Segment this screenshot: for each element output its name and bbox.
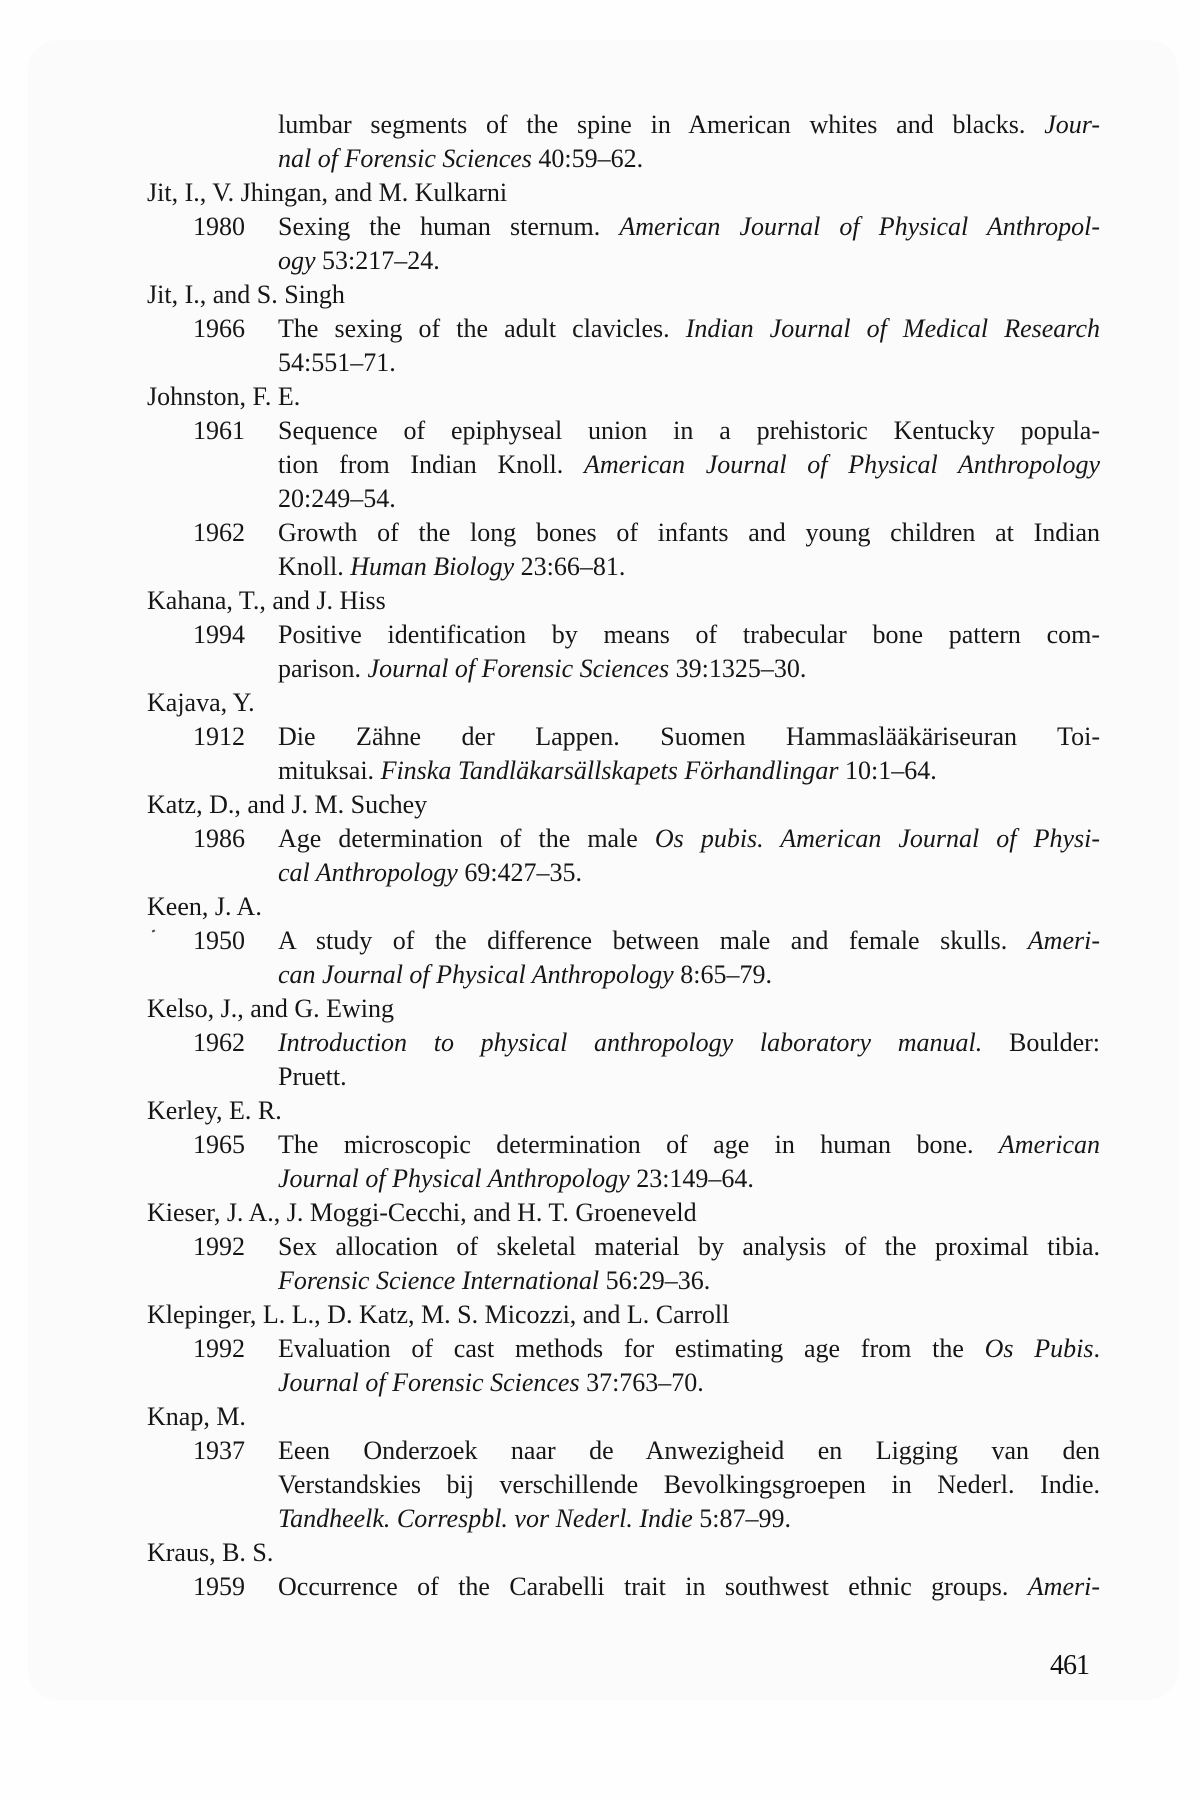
reference-roman-text: Sex allocation of skeletal material by analysis of the proximal tibia. [278, 1232, 1100, 1261]
reference-italic-text: cal Anthropology [278, 858, 458, 887]
reference-italic-text: American Journal of Physical Anthropology [583, 450, 1100, 479]
reference-text [278, 346, 1100, 380]
reference-roman-text: 5:87–99. [692, 1504, 791, 1533]
reference-continuation-line [0, 652, 1200, 686]
reference-roman-text: Die Zähne der Lappen. Suomen Hammaslääkäriseuran Toi- [278, 722, 1100, 751]
reference-continuation-line [0, 550, 1200, 584]
reference-year: 1992 [193, 1232, 245, 1261]
reference-continuation-line [0, 1468, 1200, 1502]
reference-year: 1994 [193, 620, 245, 649]
reference-text [278, 1026, 1100, 1060]
reference-text [278, 652, 1100, 686]
reference-continuation-line [0, 1060, 1200, 1094]
reference-text [278, 210, 1100, 244]
reference-roman-text: Verstandskies bij verschillende Bevolkingsgroepen in Nederl. Indie. [278, 1470, 1100, 1499]
reference-roman-text: 10:1–64. [838, 756, 937, 785]
reference-author-line [0, 788, 1200, 822]
reference-roman-text: 69:427–35. [457, 858, 583, 887]
reference-italic-text: American Journal of Physical Anthropol- [619, 212, 1100, 241]
reference-authors: Jit, I., V. Jhingan, and M. Kulkarni [147, 178, 508, 207]
reference-entry-line [0, 924, 1200, 958]
reference-continuation-line [0, 958, 1200, 992]
reference-roman-text: 40:59–62. [531, 144, 644, 173]
reference-year: 1950 [193, 926, 245, 955]
reference-roman-text: parison. [278, 654, 368, 683]
reference-entry-line [0, 1332, 1200, 1366]
reference-roman-text: The sexing of the adult clavicles. [278, 314, 686, 343]
reference-authors: Kahana, T., and J. Hiss [147, 586, 386, 615]
reference-roman-text: 53:217–24. [315, 246, 440, 275]
reference-text [278, 1162, 1100, 1196]
reference-italic-text: Finska Tandläkarsällskapets Förhandlingar [380, 756, 839, 785]
reference-text [278, 856, 1100, 890]
reference-italic-text: Journal of Forensic Sciences [367, 654, 670, 683]
reference-italic-text: American [998, 1130, 1100, 1159]
reference-year: 1986 [193, 824, 245, 853]
reference-year: 1965 [193, 1130, 245, 1159]
reference-author-line [0, 278, 1200, 312]
reference-year: 1962 [193, 518, 245, 547]
reference-authors: Knap, M. [147, 1402, 246, 1431]
reference-author-line [0, 584, 1200, 618]
reference-text [278, 618, 1100, 652]
reference-authors: Klepinger, L. L., D. Katz, M. S. Micozzi, and L. Carroll [147, 1300, 730, 1329]
reference-roman-text: Sequence of epiphyseal union in a prehistoric Kentucky popula- [278, 416, 1100, 445]
reference-authors: Jit, I., and S. Singh [147, 280, 345, 309]
reference-author-line [0, 686, 1200, 720]
reference-text [278, 1264, 1100, 1298]
reference-entry-line [0, 414, 1200, 448]
reference-italic-text: nal of Forensic Sciences [278, 144, 532, 173]
reference-italic-text: Forensic Science International [278, 1266, 600, 1295]
reference-text [278, 516, 1100, 550]
reference-italic-text: Indian Journal of Medical Research [685, 314, 1100, 343]
reference-italic-text: Ameri- [1027, 1572, 1100, 1601]
reference-italic-text: Jour- [1044, 110, 1100, 139]
reference-author-line [0, 1400, 1200, 1434]
reference-continuation-line [0, 108, 1200, 142]
reference-year: 1912 [193, 722, 245, 751]
reference-year: 1966 [193, 314, 245, 343]
reference-text [278, 720, 1100, 754]
reference-continuation-line [0, 244, 1200, 278]
reference-roman-text: tion from Indian Knoll. [278, 450, 584, 479]
reference-text [278, 1366, 1100, 1400]
reference-entry-line [0, 1230, 1200, 1264]
reference-italic-text: Os pubis. American Journal of Physi- [654, 824, 1100, 853]
reference-roman-text: Sexing the human sternum. [278, 212, 620, 241]
reference-italic-text: Ameri- [1027, 926, 1100, 955]
reference-text [278, 958, 1100, 992]
reference-roman-text: lumbar segments of the spine in American whites and blacks. [278, 110, 1045, 139]
reference-roman-text: Positive identification by means of trabecular bone pattern com- [278, 620, 1100, 649]
reference-text [278, 924, 1100, 958]
reference-text [278, 1332, 1100, 1366]
reference-roman-text: 23:66–81. [514, 552, 626, 581]
reference-entry-line [0, 1570, 1200, 1604]
reference-text [278, 1570, 1100, 1604]
reference-year: 1961 [193, 416, 245, 445]
reference-continuation-line [0, 1502, 1200, 1536]
reference-roman-text: Eeen Onderzoek naar de Anwezigheid en Ligging van den [278, 1436, 1100, 1465]
reference-italic-text: Journal of Forensic Sciences [278, 1368, 580, 1397]
reference-entry-line [0, 312, 1200, 346]
reference-continuation-line [0, 142, 1200, 176]
reference-text [278, 482, 1100, 516]
reference-entry-line [0, 1434, 1200, 1468]
reference-authors: Keen, J. A. [147, 892, 262, 921]
reference-roman-text: 37:763–70. [579, 1368, 704, 1397]
reference-author-line [0, 176, 1200, 210]
reference-continuation-line [0, 856, 1200, 890]
reference-authors: Kajava, Y. [147, 688, 255, 717]
reference-author-line [0, 1536, 1200, 1570]
reference-text [278, 448, 1100, 482]
reference-author-line [0, 890, 1200, 924]
reference-roman-text: Age determination of the male [278, 824, 655, 853]
reference-roman-text: Occurrence of the Carabelli trait in southwest ethnic groups. [278, 1572, 1028, 1601]
reference-text [278, 312, 1100, 346]
reference-text [278, 1128, 1100, 1162]
reference-roman-text: . [1093, 1334, 1100, 1363]
reference-authors: Kraus, B. S. [147, 1538, 274, 1567]
reference-author-line [0, 380, 1200, 414]
reference-year: 1980 [193, 212, 245, 241]
reference-text [278, 108, 1100, 142]
reference-continuation-line [0, 1264, 1200, 1298]
reference-text [278, 414, 1100, 448]
reference-italic-text: ogy [278, 246, 316, 275]
reference-italic-text: can Journal of Physical Anthropology [278, 960, 674, 989]
reference-roman-text: Growth of the long bones of infants and young children at Indian [278, 518, 1100, 547]
reference-authors: Kelso, J., and G. Ewing [147, 994, 394, 1023]
reference-list [0, 108, 1200, 1604]
reference-entry-line [0, 516, 1200, 550]
reference-continuation-line [0, 754, 1200, 788]
reference-text [278, 1060, 1100, 1094]
reference-roman-text: Knoll. [278, 552, 351, 581]
reference-italic-text: Introduction to physical anthropology laboratory manual. [278, 1028, 983, 1057]
reference-roman-text: mituksai. [278, 756, 381, 785]
reference-authors: Kieser, J. A., J. Moggi-Cecchi, and H. T. Groeneveld [147, 1198, 697, 1227]
page-number: 461 [1050, 1650, 1089, 1681]
reference-text [278, 1468, 1100, 1502]
reference-italic-text: Tandheelk. Correspbl. vor Nederl. Indie [278, 1504, 693, 1533]
reference-continuation-line [0, 346, 1200, 380]
reference-italic-text: Human Biology [350, 552, 515, 581]
reference-roman-text: 39:1325–30. [669, 654, 807, 683]
reference-roman-text: Boulder: [982, 1028, 1100, 1057]
reference-roman-text: 54:551–71. [278, 348, 396, 377]
reference-year: 1962 [193, 1028, 245, 1057]
reference-entry-line [0, 1128, 1200, 1162]
reference-entry-line [0, 1026, 1200, 1060]
reference-continuation-line [0, 1162, 1200, 1196]
reference-text [278, 1230, 1100, 1264]
reference-year: 1992 [193, 1334, 245, 1363]
reference-entry-line [0, 210, 1200, 244]
reference-author-line [0, 1094, 1200, 1128]
reference-entry-line [0, 720, 1200, 754]
reference-roman-text: 56:29–36. [599, 1266, 711, 1295]
reference-continuation-line [0, 1366, 1200, 1400]
reference-author-line [0, 1196, 1200, 1230]
reference-authors: Katz, D., and J. M. Suchey [147, 790, 428, 819]
reference-roman-text: 8:65–79. [673, 960, 772, 989]
reference-italic-text: Journal of Physical Anthropology [278, 1164, 630, 1193]
reference-roman-text: 20:249–54. [278, 484, 396, 513]
reference-text [278, 244, 1100, 278]
reference-text [278, 754, 1100, 788]
reference-authors: Kerley, E. R. [147, 1096, 282, 1125]
reference-entry-line [0, 618, 1200, 652]
reference-roman-text: Evaluation of cast methods for estimating age from the [278, 1334, 985, 1363]
reference-continuation-line [0, 482, 1200, 516]
reference-authors: Johnston, F. E. [147, 382, 301, 411]
reference-year: 1937 [193, 1436, 245, 1465]
reference-entry-line [0, 822, 1200, 856]
reference-text [278, 1502, 1100, 1536]
reference-text [278, 822, 1100, 856]
reference-roman-text: Pruett. [278, 1062, 347, 1091]
reference-continuation-line [0, 448, 1200, 482]
reference-italic-text: Os Pubis [984, 1334, 1094, 1363]
reference-year: 1959 [193, 1572, 245, 1601]
reference-roman-text: 23:149–64. [629, 1164, 754, 1193]
reference-text [278, 550, 1100, 584]
reference-roman-text: The microscopic determination of age in human bone. [278, 1130, 999, 1159]
reference-roman-text: A study of the difference between male and female skulls. [278, 926, 1028, 955]
reference-author-line [0, 992, 1200, 1026]
reference-text [278, 1434, 1100, 1468]
reference-author-line [0, 1298, 1200, 1332]
reference-text [278, 142, 1100, 176]
